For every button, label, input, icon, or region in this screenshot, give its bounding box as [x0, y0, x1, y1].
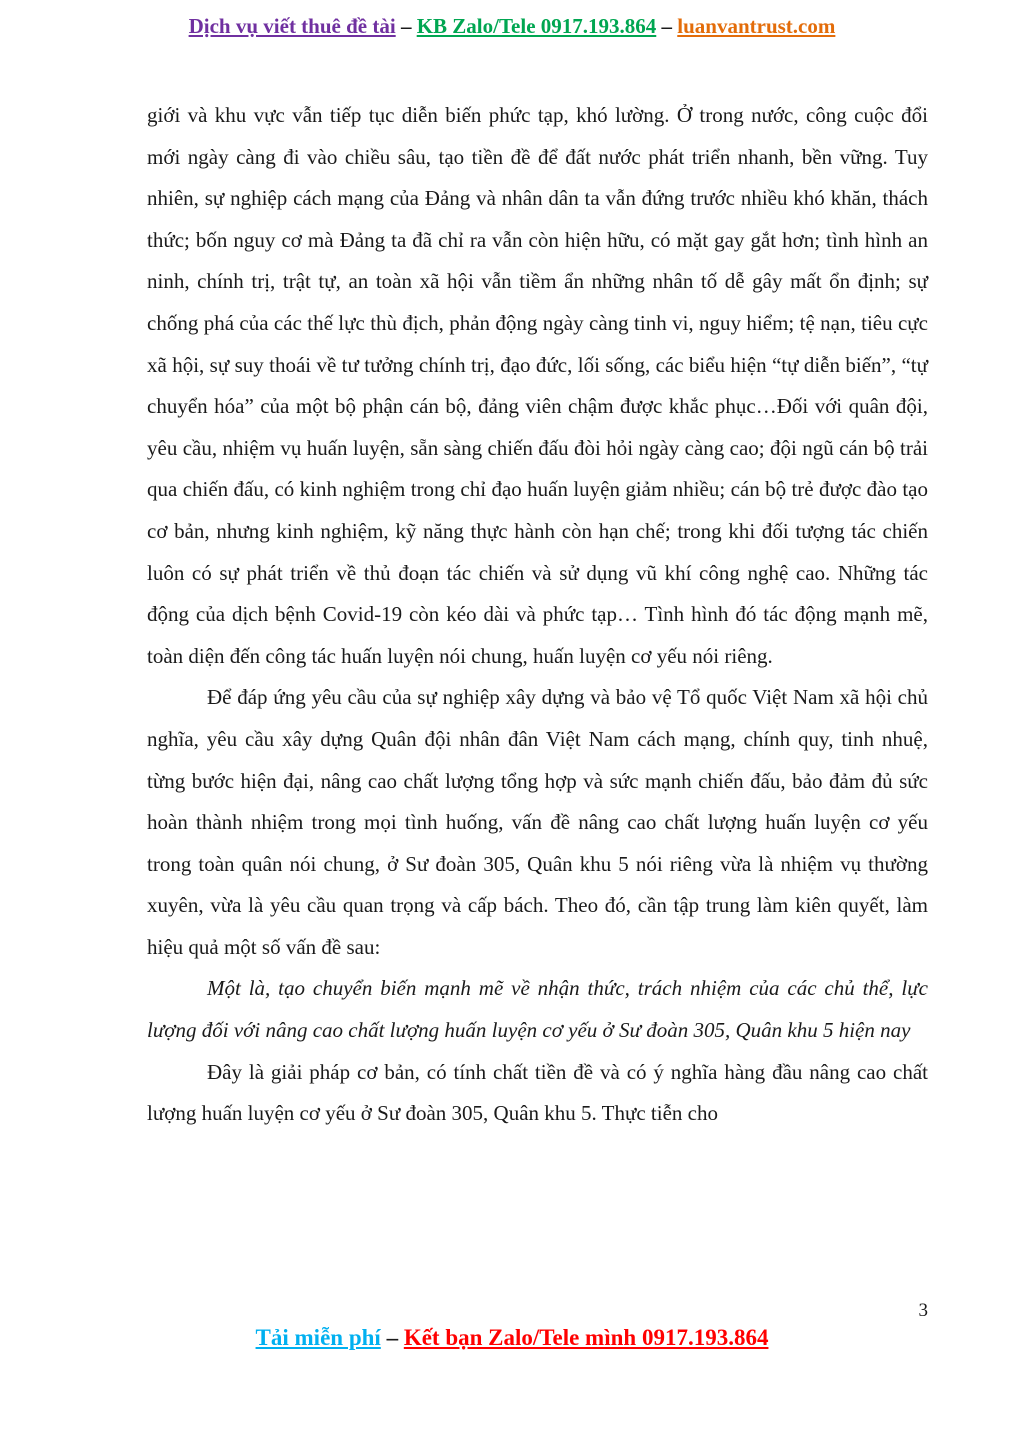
page-footer — [0, 1325, 1024, 1351]
page-header — [0, 14, 1024, 39]
website-link[interactable]: luanvantrust.com — [677, 14, 836, 38]
footer-separator: – — [380, 1325, 404, 1350]
document-body — [147, 95, 928, 1135]
add-friend-link[interactable]: Kết bạn Zalo/Tele mình 0917.193.864 — [403, 1325, 769, 1350]
free-download-link[interactable]: Tải miễn phí — [255, 1325, 381, 1350]
service-link[interactable]: Dịch vụ viết thuê đề tài — [188, 14, 396, 38]
page-number: 3 — [918, 1300, 928, 1321]
header-separator: – — [656, 14, 678, 38]
contact-link[interactable]: KB Zalo/Tele 0917.193.864 — [416, 14, 657, 38]
body-paragraph: Để đáp ứng yêu cầu của sự nghiệp xây dựng và bảo vệ Tổ quốc Việt Nam xã hội chủ nghĩa, yêu cầu xây dựng Quân đội nhân đân Việt Nam cách mạng, chính quy, tinh nhuệ, từng bước hiện đại, nâng cao chất lượng tổng hợp và sức mạnh chiến đấu, bảo đảm đủ sức hoàn thành nhiệm trong mọi tình huống, vấn đề nâng cao chất lượng huấn luyện cơ yếu trong toàn quân nói chung, ở Sư đoàn 305, Quân khu 5 nói riêng vừa là nhiệm vụ thường xuyên, vừa là yêu cầu quan trọng và cấp bách. Theo đó, cần tập trung làm kiên quyết, làm hiệu quả một số vấn đề sau: — [147, 685, 928, 959]
body-paragraph: Đây là giải pháp cơ bản, có tính chất tiền đề và có ý nghĩa hàng đầu nâng cao chất lượng huấn luyện cơ yếu ở Sư đoàn 305, Quân khu 5. Thực tiễn cho — [147, 1059, 928, 1126]
header-separator: – — [395, 14, 417, 38]
section-heading: Một là, tạo chuyển biến mạnh mẽ về nhận thức, trách nhiệm của các chủ thể, lực lượng đối với nâng cao chất lượng huấn luyện cơ yếu ở Sư đoàn 305, Quân khu 5 hiện nay — [147, 976, 928, 1043]
body-paragraph: giới và khu vực vẫn tiếp tục diễn biến phức tạp, khó lường. Ở trong nước, công cuộc đổi mới ngày càng đi vào chiều sâu, tạo tiền đề để đất nước phát triển nhanh, bền vững. Tuy nhiên, sự nghiệp cách mạng của Đảng và nhân dân ta vẫn đứng trước nhiều khó khăn, thách thức; bốn nguy cơ mà Đảng ta đã chỉ ra vẫn còn hiện hữu, có mặt gay gắt hơn; tình hình an ninh, chính trị, trật tự, an toàn xã hội vẫn tiềm ẩn những nhân tố dễ gây mất ổn định; sự chống phá của các thế lực thù địch, phản động ngày càng tinh vi, nguy hiểm; tệ nạn, tiêu cực xã hội, sự suy thoái về tư tưởng chính trị, đạo đức, lối sống, các biểu hiện “tự diễn biến”, “tự chuyển hóa” của một bộ phận cán bộ, đảng viên chậm được khắc phục…Đối với quân đội, yêu cầu, nhiệm vụ huấn luyện, sẵn sàng chiến đấu đòi hỏi ngày càng cao; đội ngũ cán bộ trải qua chiến đấu, có kinh nghiệm trong chỉ đạo huấn luyện giảm nhiều; cán bộ trẻ được đào tạo cơ bản, nhưng kinh nghiệm, kỹ năng thực hành còn hạn chế; trong khi đối tượng tác chiến luôn có sự phát triển về thủ đoạn tác chiến và sử dụng vũ khí công nghệ cao. Những tác động của dịch bệnh Covid-19 còn kéo dài và phức tạp… Tình hình đó tác động mạnh mẽ, toàn diện đến công tác huấn luyện nói chung, huấn luyện cơ yếu nói riêng. — [147, 103, 928, 668]
